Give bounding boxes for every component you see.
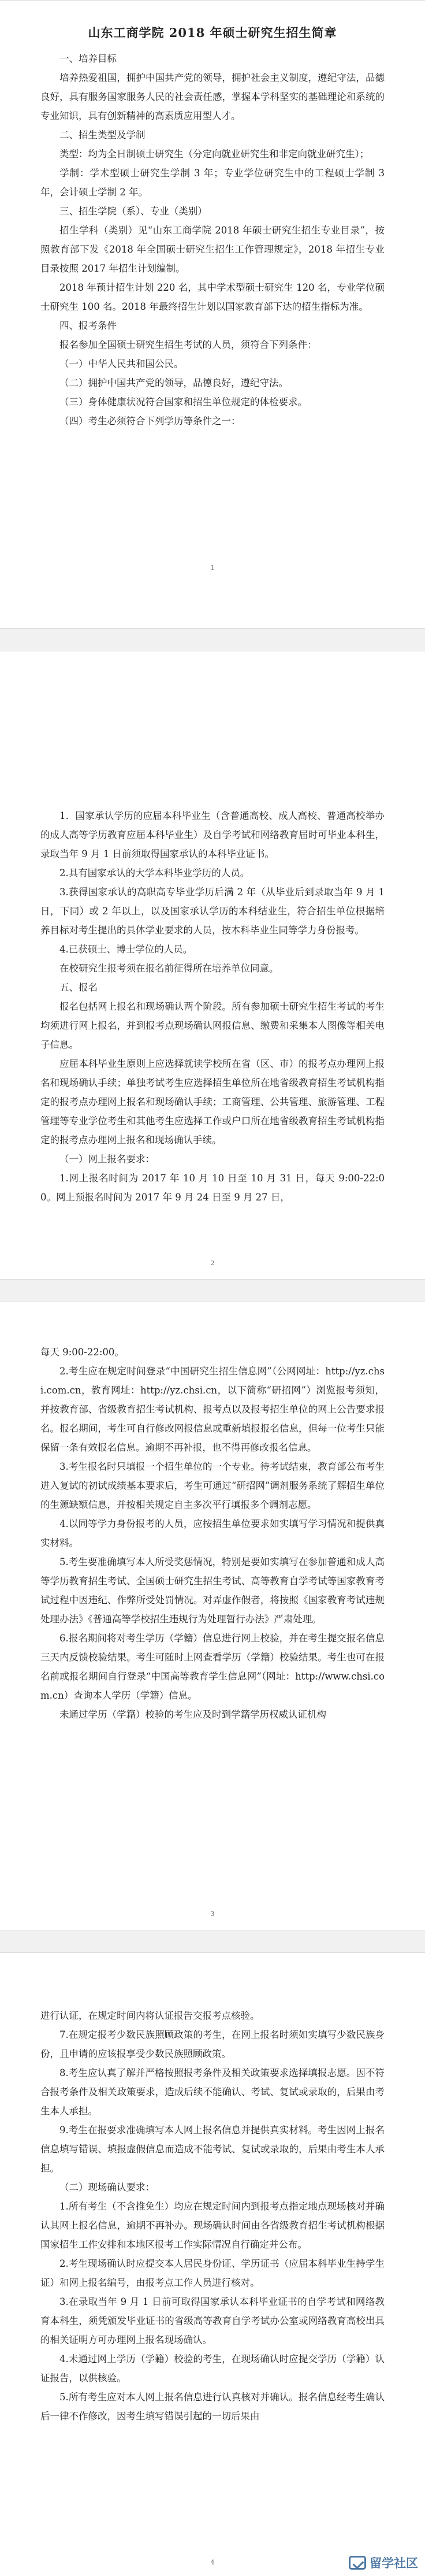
section-heading: 四、报考条件 — [59, 320, 117, 331]
section-heading: 二、招生类型及学制 — [59, 129, 146, 140]
paragraph: 3.考生报名时只填报一个招生单位的一个专业。待考试结束，教育部公布考生进入复试的初试成绩基本要求后，考生可通过“研招网”调剂服务系统了解招生单位的生源缺额信息，并按相关规定自主多次平行填报多个调剂志愿。 — [40, 1461, 385, 1510]
paragraph: 4.已获硕士、博士学位的人员。 — [59, 944, 193, 955]
paragraph: 应届本科毕业生原则上应选择就读学校所在省（区、市）的报考点办理网上报名和现场确认手续；单独考试考生应选择招生单位所在地省级教育招生考试机构指定的报考点办理网上报名和现场确认手续；工商管理、公共管理、旅游管理、工程管理等专业学位考生和其他考生应选择工作或户口所在地省级教育招生考试机构指定的报考点办理网上报名和现场确认手续。 — [40, 1058, 385, 1146]
document-page-2 — [0, 651, 425, 1280]
paragraph: 2.考生应在规定时间登录“中国研究生招生信息网”（公网网址：http://yz.chsi.com.cn，教育网址：http://yz.chsi.cn，以下简称“研招网”）浏览报考须知，并按教育部、省级教育招生考试机构、报考点以及报考招生单位的网上公告要求报名。报名期间，考生可自行修改网报信息或重新填报报名信息，但每一位考生只能保留一条有效报名信息。逾期不再补报，也不得再修改报名信息。 — [40, 1366, 385, 1453]
page-number: 2 — [210, 1259, 215, 1267]
paragraph: 8.考生应认真了解并严格按照报考条件及相关政策要求选择填报志愿。因不符合报考条件及相关政策要求，造成后续不能确认、考试、复试或录取的，后果由考生本人承担。 — [40, 2067, 385, 2117]
list-item: （四）考生必须符合下列学历等条件之一： — [59, 416, 241, 427]
paragraph: 5.所有考生应对本人网上报名信息进行认真核对并确认。报名信息经考生确认后一律不作修改，因考生填写错误引起的一切后果由 — [40, 2392, 385, 2422]
page-number: 1 — [210, 564, 215, 572]
site-watermark — [349, 2554, 418, 2571]
paragraph: 培养热爱祖国，拥护中国共产党的领导，拥护社会主义制度，遵纪守法，品德良好，具有服务国家服务人民的社会责任感，掌握本学科坚实的基础理论和系统的专业知识，具有创新精神的高素质应用型人才。 — [40, 72, 385, 121]
paragraph: 9.考生在报要求准确填写本人网上报名信息并提供真实材料。考生因网上报名信息填写错误、填报虚假信息而造成不能考试、复试或录取的，后果由考生本人承担。 — [40, 2125, 385, 2174]
paragraph: 进行认证，在规定时间内将认证报告交报考点核验。 — [40, 2010, 260, 2021]
section-heading: 五、报名 — [59, 982, 98, 993]
paragraph: 3.在录取当年 9 月 1 日前可取得国家承认本科毕业证书的自学考试和网络教育本科生，须凭颁发毕业证书的省级高等教育自学考试办公室或网络教育高校出具的相关证明方可办理网上报名现场确认。 — [40, 2296, 385, 2345]
page-number: 4 — [210, 2559, 215, 2566]
paragraph: 未通过学历（学籍）校验的考生应及时到学籍学历权威认证机构 — [59, 1709, 326, 1720]
section-heading: 一、培养目标 — [59, 53, 117, 64]
paragraph: 5.考生要准确填写本人所受奖惩情况，特别是要如实填写在参加普通和成人高等学历教育招生考试、全国硕士研究生招生考试、高等教育自学考试等国家教育考试过程中因违纪、作弊所受处罚情况。对弄虚作假者，将按照《国家教育考试违规处理办法》《普通高等学校招生违规行为处理暂行办法》严肃处理。 — [40, 1556, 385, 1625]
paragraph: 报名包括网上报名和现场确认两个阶段。所有参加硕士研究生招生考试的考生均须进行网上报名，并到报考点现场确认网报信息、缴费和采集本人图像等相关电子信息。 — [40, 1001, 385, 1050]
list-item: （三）身体健康状况符合国家和招生单位规定的体检要求。 — [59, 396, 307, 407]
paragraph: 6.报名期间将对考生学历（学籍）信息进行网上校验，并在考生提交报名信息三天内反馈校验结果。考生可随时上网查看学历（学籍）校验结果。考生也可在报名前或报名期间自行登录“中国高等教育学生信息网”（网址：http://www.chsi.com.cn）查询本人学历（学籍）信息。 — [40, 1633, 385, 1701]
paragraph: 1.所有考生（不含推免生）均应在规定时间内到报考点指定地点现场核对并确认其网上报名信息，逾期不再补办。现场确认时间由各省级教育招生考试机构根据国家招生工作安排和本地区报考工作实际情况自行确定并公布。 — [40, 2201, 385, 2250]
sub-heading: （二）现场确认要求： — [59, 2182, 155, 2193]
section-heading: 三、招生学院（系）、专业（类别） — [59, 206, 207, 217]
sub-heading: （一）网上报名要求： — [59, 1154, 155, 1165]
paragraph: 4.未通过网上学历（学籍）校验的考生，在现场确认时应提交学历（学籍）认证报告，以供核验。 — [40, 2353, 385, 2384]
watermark-text: 留学社区 — [370, 2556, 418, 2570]
paragraph: 每天 9:00-22:00。 — [40, 1347, 124, 1358]
paragraph: 在校研究生报考须在报名前征得所在培养单位同意。 — [59, 963, 279, 974]
paragraph: 类型：均为全日制硕士研究生（分定向就业研究生和非定向就业研究生）； — [59, 149, 370, 160]
document-page-3 — [0, 1302, 425, 1930]
paragraph: 报名参加全国硕士研究生招生考试的人员，须符合下列条件： — [59, 339, 317, 350]
paragraph: 2018 年预计招生计划 220 名，其中学术型硕士研究生 120 名，专业学位硕士研究生 100 名。2018 年最终招生计划以国家教育部下达的招生指标为准。 — [40, 282, 385, 312]
check-badge-icon — [349, 2556, 366, 2570]
paragraph: 招生学科（类别）见“山东工商学院 2018 年硕士研究生招生专业目录”，按照教育部下发《2018 年全国硕士研究生招生工作管理规定》，2018 年招生专业目录按照 2017 年招生计划编制。 — [40, 225, 385, 274]
paragraph: 1.网上报名时间为 2017 年 10 月 10 日至 10 月 31 日，每天 9:00-22:00。网上预报名时间为 2017 年 9 月 24 日至 9 月 27 日， — [40, 1173, 385, 1203]
list-item: （一）中华人民共和国公民。 — [59, 358, 184, 369]
paragraph: 1．国家承认学历的应届本科毕业生（含普通高校、成人高校、普通高校举办的成人高等学历教育应届本科毕业生）及自学考试和网络教育届时可毕业本科生，录取当年 9 月 1 日前须取得国家承认的本科毕业证书。 — [40, 810, 385, 859]
page-number: 3 — [210, 1910, 215, 1918]
paragraph: 学制：学术型硕士研究生学制 3 年；专业学位研究生中的工程硕士学制 3 年，会计硕士学制 2 年。 — [40, 168, 385, 198]
paragraph: 3.获得国家承认的高职高专毕业学历后满 2 年（从毕业后到录取当年 9 月 1 日，下同）或 2 年以上，以及国家承认学历的本科结业生，符合招生单位根据培养目标对考生提出的具体学业要求的人员，按本科毕业生同等学力身份报考。 — [40, 887, 385, 936]
document-page-4 — [0, 1952, 425, 2576]
paragraph: 7.在规定报考少数民族照顾政策的考生，在网上报名时须如实填写少数民族身份，且申请的应该报享受少数民族照顾政策。 — [40, 2029, 385, 2059]
document-title: 山东工商学院 2018 年硕士研究生招生简章 — [88, 25, 337, 40]
list-item: （二）拥护中国共产党的领导，品德良好，遵纪守法。 — [59, 377, 288, 388]
paragraph: 2.具有国家承认的大学本科毕业学历的人员。 — [59, 868, 250, 879]
paragraph: 4.以同等学力身份报考的人员，应按招生单位要求如实填写学习情况和提供真实材料。 — [40, 1518, 385, 1548]
document-page-1 — [0, 0, 425, 629]
paragraph: 2.考生现场确认时应提交本人居民身份证、学历证书（应届本科毕业生持学生证）和网上报名编号，由报考点工作人员进行核对。 — [40, 2258, 385, 2288]
